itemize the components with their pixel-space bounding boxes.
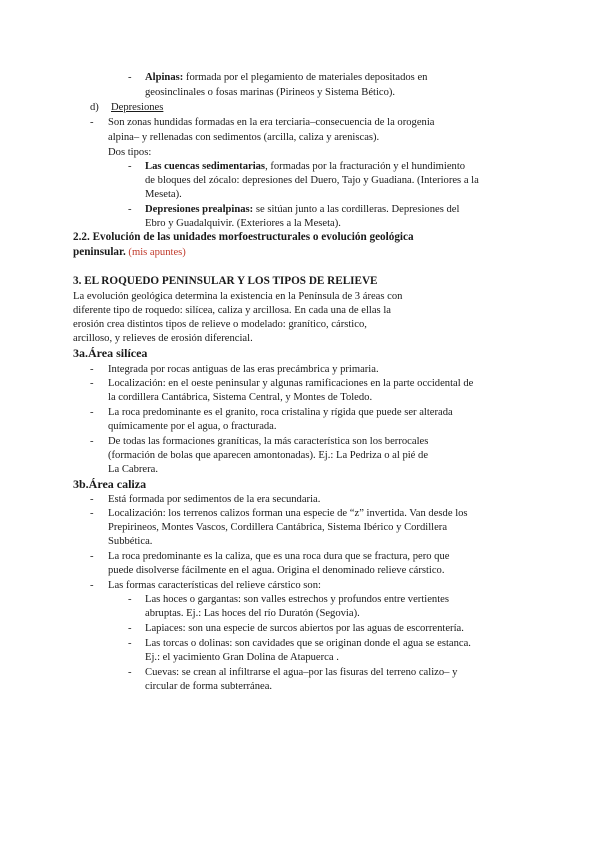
karst-torcas: Las torcas o dolinas: son cavidades que se originan donde el agua se estanca. bbox=[145, 638, 471, 649]
silicea-bullet-3-cont: químicamente por el agua, o fracturada. bbox=[108, 421, 277, 432]
caliza-bullet-2-cont: Prepirineos, Montes Vascos, Cordillera Cantábrica, Sistema Ibérico y Cordillera bbox=[108, 522, 448, 533]
alpinas-line bbox=[145, 71, 427, 84]
prealpinas-text: se sitúan junto a las cordilleras. Depresiones del bbox=[253, 204, 460, 215]
sedimentarias-term: Las cuencas sedimentarias bbox=[145, 161, 266, 172]
karst-cuevas-cont: circular de forma subterránea. bbox=[145, 681, 273, 692]
section-3-paragraph-4: arcilloso, y relieves de erosión diferencial. bbox=[73, 333, 253, 344]
mis-apuntes-note: (mis apuntes) bbox=[128, 247, 186, 258]
silicea-bullet-4-cont-2: La Cabrera. bbox=[108, 464, 158, 475]
depresiones-tipos: Dos tipos: bbox=[108, 147, 152, 158]
bullet-dash: - bbox=[128, 204, 132, 215]
prealpinas-line-2: Ebro y Guadalquivir. (Exteriores a la Meseta). bbox=[145, 218, 341, 229]
karst-hoces: Las hoces o gargantas: son valles estrechos y profundos entre vertientes bbox=[145, 594, 449, 605]
karst-cuevas: Cuevas: se crean al infiltrarse el agua–por las fisuras del terreno calizo– y bbox=[145, 667, 458, 678]
caliza-bullet-3: La roca predominante es la caliza, que es una roca dura que se fractura, pero que bbox=[108, 551, 450, 562]
bullet-dash: - bbox=[128, 72, 132, 83]
sedimentarias-text: , formadas por la fracturación y el hundimiento bbox=[265, 161, 466, 172]
section-3b-heading: 3b.Área caliza bbox=[73, 477, 147, 491]
silicea-bullet-2: Localización: en el oeste peninsular y algunas ramificaciones en la parte occidental de bbox=[108, 378, 474, 389]
silicea-bullet-3: La roca predominante es el granito, roca cristalina y rígida que puede ser alterada bbox=[108, 407, 453, 418]
caliza-bullet-2-cont-2: Subbética. bbox=[108, 536, 153, 547]
bullet-dash: - bbox=[128, 623, 132, 634]
silicea-bullet-2-cont: la cordillera Cantábrica, Sistema Central, y Montes de Toledo. bbox=[108, 392, 373, 403]
bullet-dash: - bbox=[128, 594, 132, 605]
karst-hoces-cont: abruptas. Ej.: Las hoces del río Duratón (Segovia). bbox=[145, 608, 360, 619]
silicea-bullet-1: Integrada por rocas antiguas de las eras precámbrica y primaria. bbox=[108, 364, 379, 375]
caliza-bullet-4: Las formas características del relieve cárstico son: bbox=[108, 580, 321, 591]
bullet-dash: - bbox=[90, 508, 94, 519]
section-3-paragraph-1: La evolución geológica determina la existencia en la Península de 3 áreas con bbox=[73, 291, 403, 302]
section-3a-heading: 3a.Área silícea bbox=[73, 346, 148, 360]
bullet-dash: - bbox=[90, 378, 94, 389]
alpinas-line-2: geosinclinales o fosas marinas (Pirineos y Sistema Bético). bbox=[145, 87, 396, 98]
prealpinas-term: Depresiones prealpinas: bbox=[145, 204, 254, 215]
depresiones-intro-1: Son zonas hundidas formadas en la era terciaria–consecuencia de la orogenia bbox=[108, 117, 435, 128]
depresiones-title: Depresiones bbox=[111, 102, 164, 113]
bullet-dash: - bbox=[90, 364, 94, 375]
karst-lapiaces: Lapiaces: son una especie de surcos abiertos por las aguas de escorrentería. bbox=[145, 623, 464, 634]
section-3-paragraph-3: erosión crea distintos tipos de relieve o modelado: granítico, cárstico, bbox=[73, 319, 367, 330]
depresiones-marker: d) bbox=[90, 102, 99, 113]
section-2-2-heading-2 bbox=[73, 246, 186, 259]
caliza-bullet-3-cont: puede disolverse fácilmente en el agua. Origina el denominado relieve cárstico. bbox=[108, 565, 445, 576]
caliza-bullet-2: Localización: los terrenos calizos forman una especie de “z” invertida. Van desde los bbox=[108, 508, 468, 519]
alpinas-text: formada por el plegamiento de materiales depositados en bbox=[183, 72, 428, 83]
sedimentarias-line-2: de bloques del zócalo: depresiones del Duero, Tajo y Guadiana. (Interiores a la bbox=[145, 175, 479, 186]
section-3-heading: 3. EL ROQUEDO PENINSULAR Y LOS TIPOS DE RELIEVE bbox=[73, 275, 378, 287]
silicea-bullet-4: De todas las formaciones graníticas, la más característica son los berrocales bbox=[108, 436, 429, 447]
section-3-paragraph-2: diferente tipo de roquedo: silícea, caliza y arcillosa. En cada una de ellas la bbox=[73, 305, 391, 316]
alpinas-term: Alpinas: bbox=[145, 72, 184, 83]
depresiones-intro-2: alpina– y rellenadas con sedimentos (arcilla, caliza y areniscas). bbox=[108, 132, 380, 143]
silicea-bullet-4-cont: (formación de bolas que aparecen amontonadas). Ej.: La Pedriza o al pié de bbox=[108, 450, 429, 461]
caliza-bullet-1: Está formada por sedimentos de la era secundaria. bbox=[108, 494, 321, 505]
sedimentarias-line-3: Meseta). bbox=[145, 189, 182, 200]
bullet-dash: - bbox=[128, 667, 132, 678]
section-2-2-heading: 2.2. Evolución de las unidades morfoestructurales o evolución geológica bbox=[73, 231, 414, 243]
bullet-dash: - bbox=[128, 638, 132, 649]
bullet-dash: - bbox=[90, 117, 94, 128]
bullet-dash: - bbox=[90, 580, 94, 591]
bullet-dash: - bbox=[90, 551, 94, 562]
karst-torcas-cont: Ej.: el yacimiento Gran Dolina de Atapuerca . bbox=[145, 652, 339, 663]
section-2-2-word: peninsular. bbox=[73, 246, 126, 258]
bullet-dash: - bbox=[128, 161, 132, 172]
bullet-dash: - bbox=[90, 494, 94, 505]
prealpinas-line bbox=[145, 203, 459, 216]
bullet-dash: - bbox=[90, 407, 94, 418]
bullet-dash: - bbox=[90, 436, 94, 447]
sedimentarias-line bbox=[145, 160, 465, 173]
